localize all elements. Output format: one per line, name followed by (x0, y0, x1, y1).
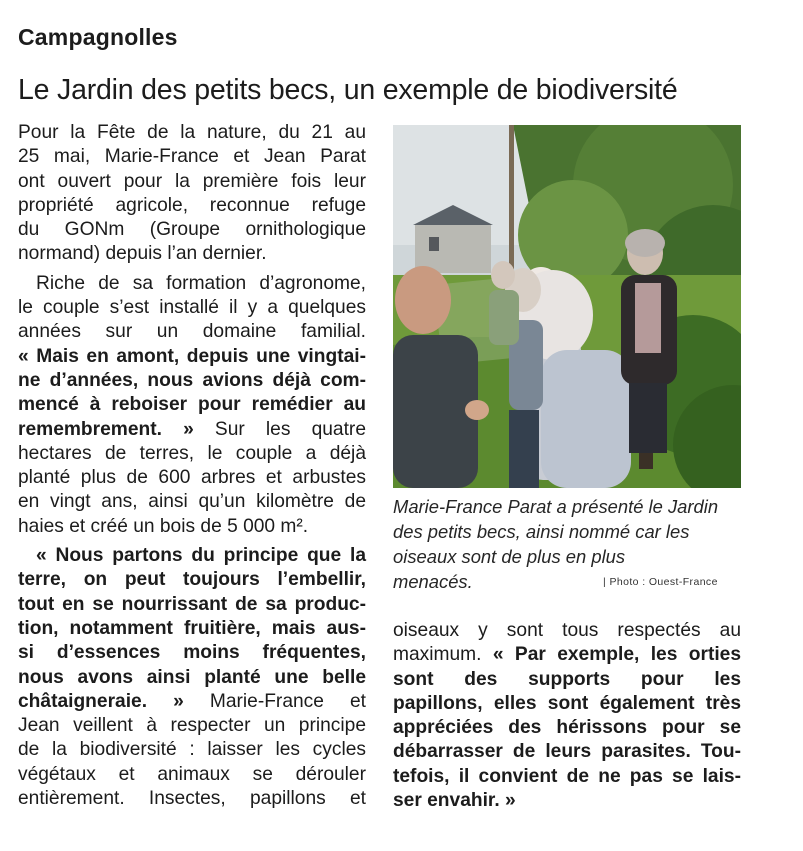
body-line: du GONm (Groupe ornithologique (18, 219, 366, 241)
body-line: normand) depuis l’an dernier. (18, 243, 267, 265)
body-line: de la biodiversité : laisser les cycles (18, 739, 366, 761)
quote-line: ser envahir. » (393, 790, 516, 812)
headline: Le Jardin des petits becs, un exemple de biodiversité (18, 74, 678, 106)
body-line: Jean veillent à respecter un principe (18, 715, 366, 737)
quote-line: tefois, il convient de ne pas se lais- (393, 765, 741, 787)
body-line: 25 mai, Marie-France et Jean Parat (18, 146, 366, 168)
caption-line: oiseaux sont de plus en plus (393, 546, 626, 567)
body-line: végétaux et animaux se dérouler (18, 763, 366, 785)
quote-line: appréciées des hérissons pour se (393, 717, 741, 739)
caption-line: des petits becs, ainsi nommé car les (393, 521, 690, 542)
quote-line: tion, notamment fruitière, mais aus- (18, 617, 366, 639)
quote-line: ne d’années, nous avions déjà com- (18, 369, 366, 391)
quote-line: débarrasser de leurs parasites. Tou- (393, 741, 741, 763)
body-line: haies et créé un bois de 5 000 m². (18, 515, 309, 537)
body-line: le couple s’est installé il y a quelques (18, 297, 366, 319)
photo-credit: | Photo : Ouest-France (603, 576, 718, 588)
body-line: hectares de terres, le couple a déjà (18, 442, 366, 464)
quote-line: « Mais en amont, depuis une vingtai- (18, 345, 366, 367)
body-line: Riche de sa formation d’agronome, (36, 272, 366, 294)
quote-line: papillons, elles sont également très (393, 692, 741, 714)
quote-line: nous avons ainsi planté une belle (18, 666, 366, 688)
article-photo (393, 125, 741, 488)
quote-line: « Nous partons du principe que la (36, 545, 366, 567)
body-line: planté plus de 600 arbres et arbustes (18, 467, 366, 489)
quote-line: terre, on peut toujours l’embellir, (18, 569, 366, 591)
quote-line: si d’essences moins fréquentes, (18, 642, 366, 664)
article-column-right (393, 619, 741, 813)
body-line: en vingt ans, ainsi qu’un kilomètre de (18, 491, 366, 513)
kicker: Campagnolles (18, 24, 178, 50)
body-line: oiseaux y sont tous respectés au (393, 620, 741, 641)
body-line: propriété agricole, reconnue refuge (18, 194, 366, 216)
body-line: châtaigneraie. » Marie-France et (18, 690, 366, 712)
article-column-left (18, 121, 366, 811)
body-line: années sur un domaine familial. (18, 321, 366, 343)
quote-line: sont des supports pour les (393, 668, 741, 690)
quote-line: tout en se nourrissant de sa produc- (18, 593, 366, 615)
caption-line: Marie-France Parat a présenté le Jardin (393, 496, 719, 517)
body-line: maximum. « Par exemple, les orties (393, 644, 742, 666)
body-line: remembrement. » Sur les quatre (18, 418, 366, 440)
body-line: ont ouvert pour la première fois leur (18, 170, 366, 192)
quote-line: mencé à reboiser pour remédier au (18, 394, 366, 416)
caption-line: menacés. (393, 571, 473, 592)
body-line: entièrement. Insectes, papillons et (18, 788, 366, 810)
body-line: Pour la Fête de la nature, du 21 au (18, 122, 366, 143)
